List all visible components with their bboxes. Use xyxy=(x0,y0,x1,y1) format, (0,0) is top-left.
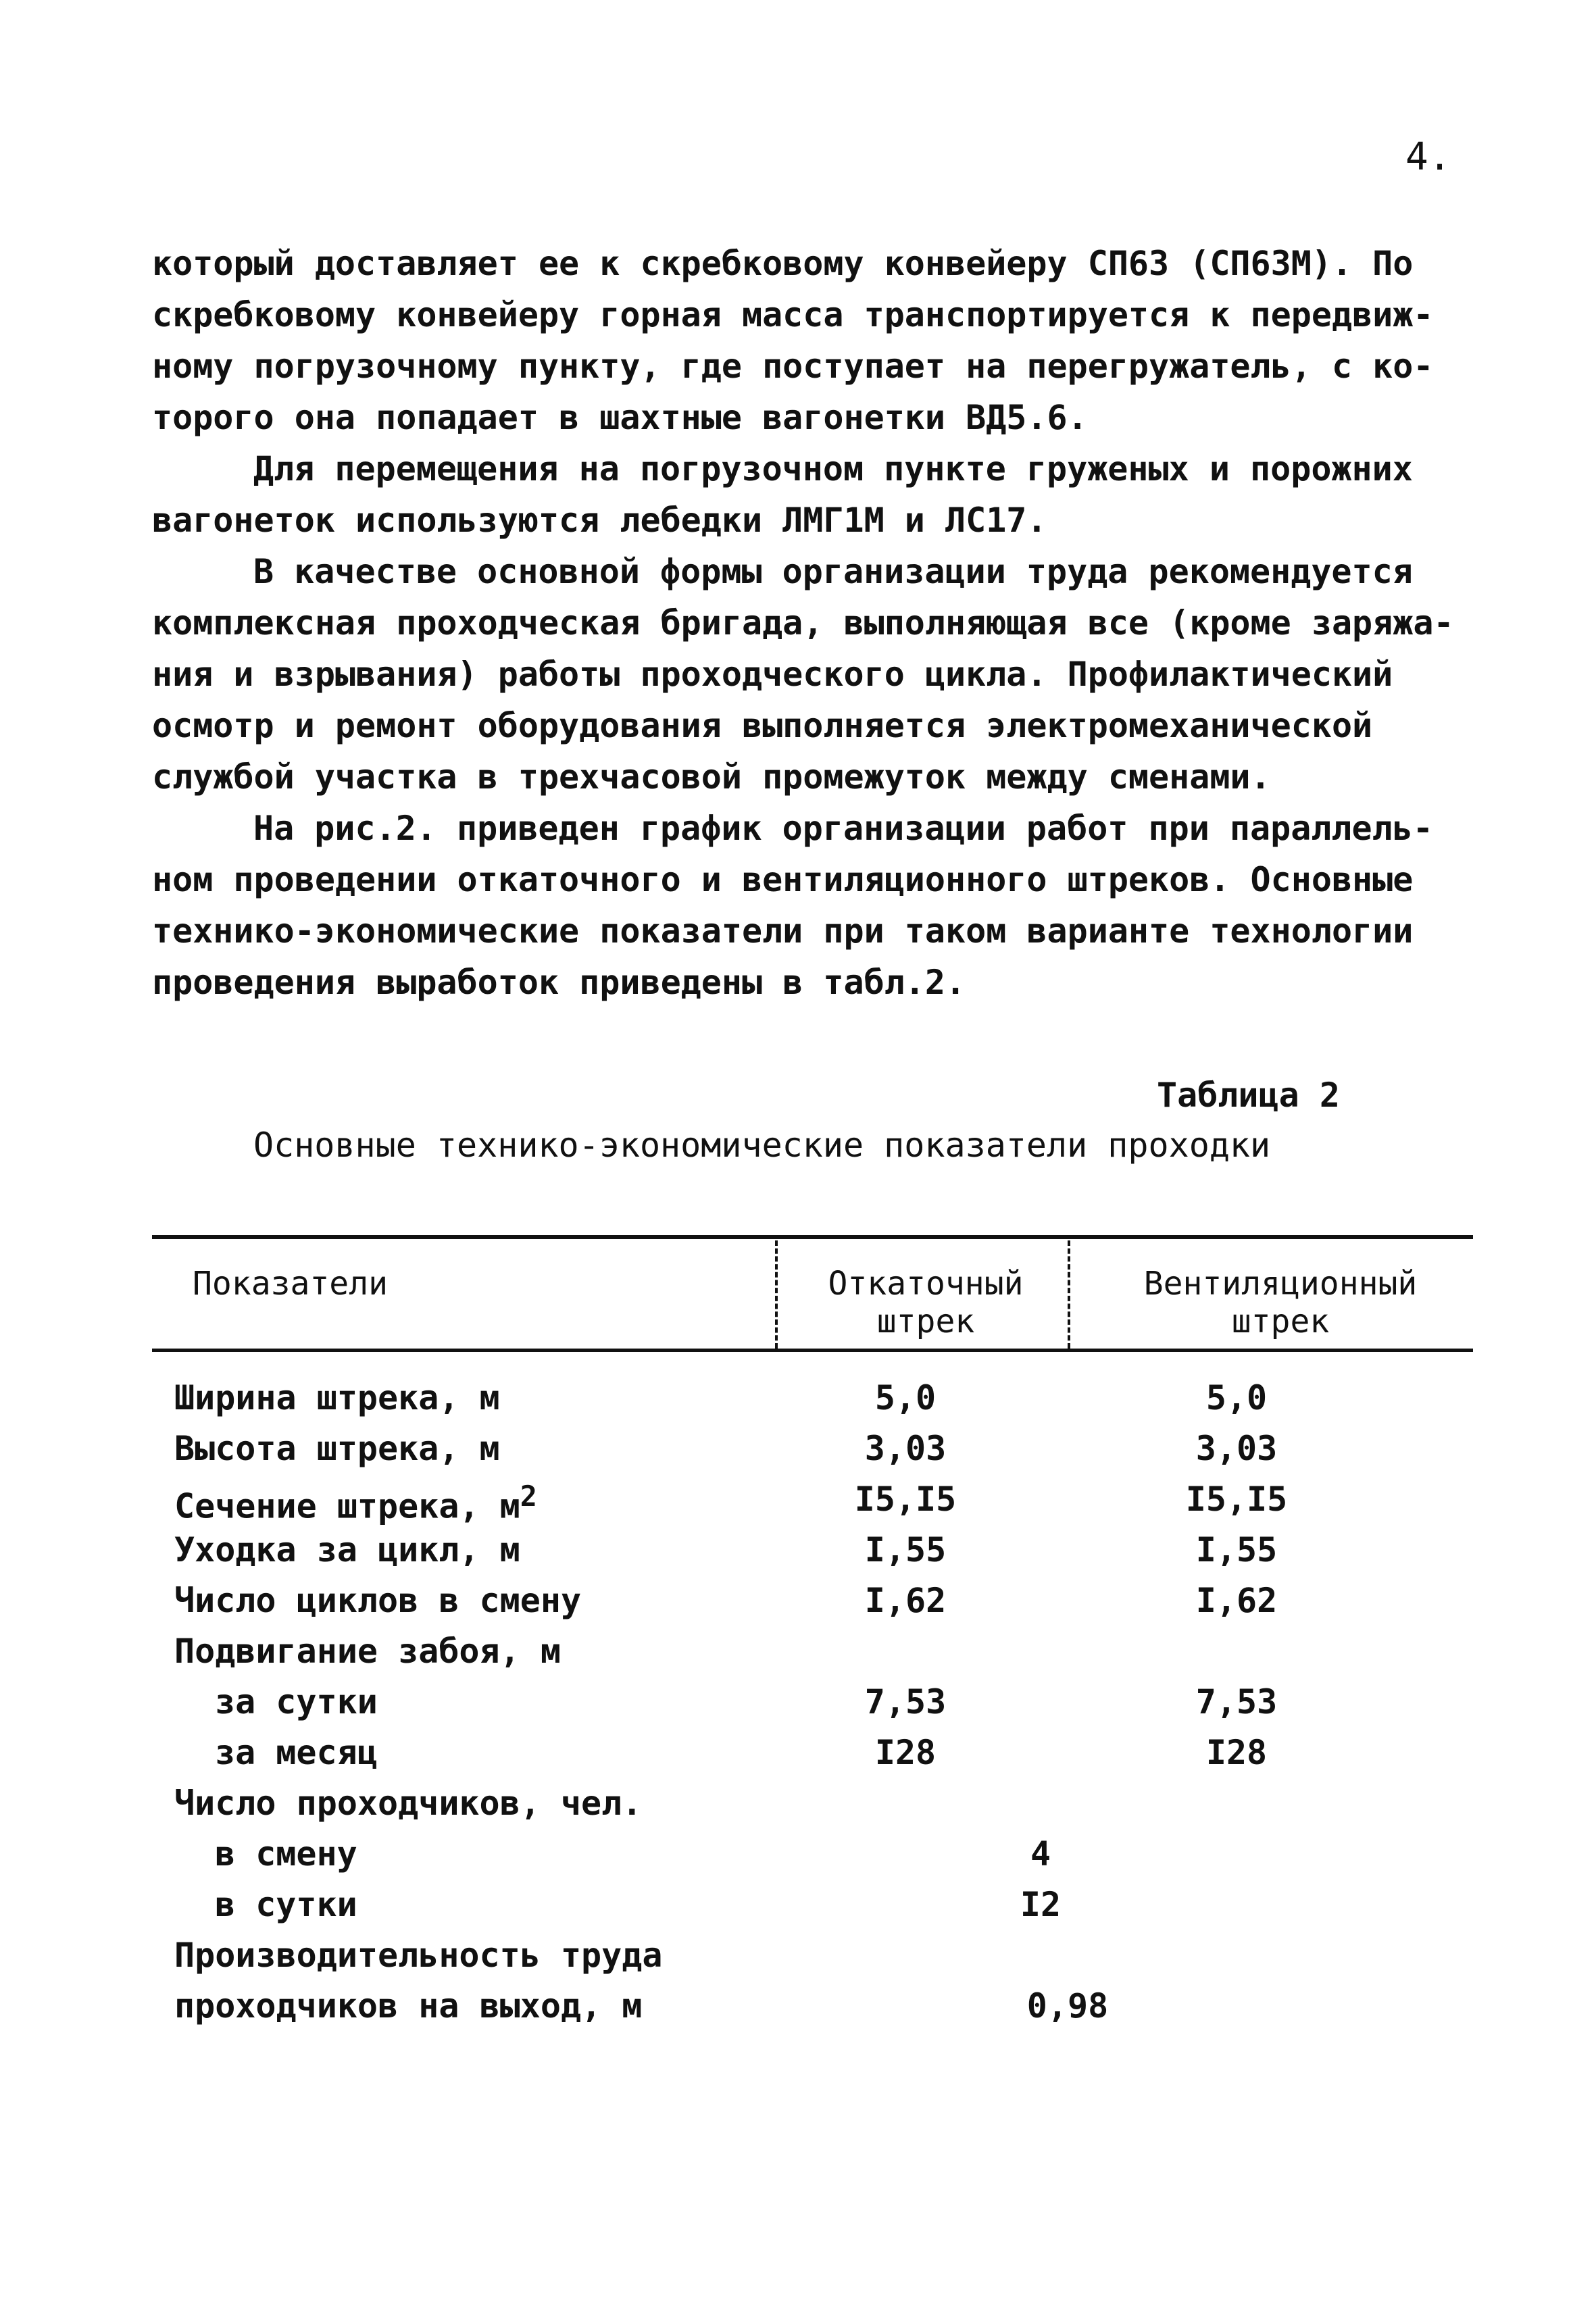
header-text: штрек xyxy=(1231,1303,1330,1340)
table-row xyxy=(0,1834,1596,1885)
text-line: вагонеток используются лебедки ЛМГ1М и ЛС17. xyxy=(152,501,1047,540)
text-line: Для перемещения на погрузочном пункте груженых и порожних xyxy=(253,449,1413,488)
table-row xyxy=(0,1885,1596,1936)
text-line: службой участка в трехчасовой промежуток между сменами. xyxy=(152,757,1271,797)
header-ventilation-drift xyxy=(1081,1265,1480,1340)
row-label: за месяц xyxy=(215,1733,378,1772)
table-row xyxy=(0,1530,1596,1581)
row-label: Производительность труда xyxy=(174,1936,663,1975)
row-label: Уходка за цикл, м xyxy=(174,1530,520,1569)
shared-value: I2 xyxy=(1020,1885,1062,1924)
text-line: торого она попадает в шахтные вагонетки ВД5.6. xyxy=(152,398,1088,437)
row-label-text: Сечение штрека, м xyxy=(174,1486,520,1526)
haulage-value: I,55 xyxy=(864,1530,947,1569)
row-label xyxy=(174,1480,537,1526)
paragraph-2 xyxy=(152,443,1463,546)
table-row xyxy=(0,1480,1596,1530)
text-line: осмотр и ремонт оборудования выполняется электромеханической xyxy=(152,706,1373,745)
text-line: ния и взрывания) работы проходческого цикла. Профилактический xyxy=(152,655,1393,694)
table-row xyxy=(0,1632,1596,1682)
text-line: ному погрузочному пункту, где поступает на перегружатель, с ко- xyxy=(152,347,1434,386)
shared-value: 4 xyxy=(1030,1834,1051,1873)
table-title: Основные технико-экономические показатели проходки xyxy=(253,1126,1271,1165)
row-label: в смену xyxy=(215,1834,357,1873)
table-body xyxy=(0,1378,1596,2037)
row-label: Число циклов в смену xyxy=(174,1581,582,1620)
superscript: 2 xyxy=(520,1480,537,1513)
text-line: проведения выработок приведены в табл.2. xyxy=(152,963,966,1002)
row-label: проходчиков на выход, м xyxy=(174,1986,643,2026)
text-line: ном проведении откаточного и вентиляционного штреков. Основные xyxy=(152,860,1414,899)
header-text: Откаточный xyxy=(828,1265,1024,1303)
haulage-value: 7,53 xyxy=(864,1682,947,1721)
paragraph-4 xyxy=(152,803,1463,1008)
header-haulage-drift xyxy=(784,1265,1068,1340)
text-line: скребковому конвейеру горная масса транспортируется к передвиж- xyxy=(152,295,1434,334)
table-row xyxy=(0,1986,1596,2037)
shared-value: 0,98 xyxy=(1026,1986,1109,2026)
haulage-value: I28 xyxy=(874,1733,937,1772)
text-line: На рис.2. приведен график организации работ при параллель- xyxy=(253,809,1433,848)
haulage-value: 5,0 xyxy=(874,1378,937,1417)
column-separator xyxy=(775,1240,778,1349)
column-separator xyxy=(1068,1240,1070,1349)
header-text: Вентиляционный xyxy=(1143,1265,1418,1303)
paragraph-3 xyxy=(152,546,1463,803)
body-text xyxy=(152,238,1463,1008)
ventilation-value: I,55 xyxy=(1195,1530,1278,1569)
ventilation-value: I28 xyxy=(1205,1733,1268,1772)
row-label: Подвигание забоя, м xyxy=(174,1632,561,1671)
row-label: Высота штрека, м xyxy=(174,1429,500,1468)
haulage-value: I5,I5 xyxy=(854,1480,957,1519)
table-row xyxy=(0,1429,1596,1480)
ventilation-value: 5,0 xyxy=(1205,1378,1268,1417)
table-label: Таблица 2 xyxy=(1157,1076,1340,1115)
ventilation-value: I,62 xyxy=(1195,1581,1278,1620)
paragraph-1 xyxy=(152,238,1463,443)
text-line: технико-экономические показатели при таком варианте технологии xyxy=(152,911,1414,951)
table-row xyxy=(0,1581,1596,1632)
row-label: в сутки xyxy=(215,1885,357,1924)
table-row xyxy=(0,1936,1596,1986)
table-header-rule xyxy=(152,1349,1473,1352)
text-line: комплексная проходческая бригада, выполняющая все (кроме заряжа- xyxy=(152,603,1454,643)
table-row xyxy=(0,1784,1596,1834)
ventilation-value: 7,53 xyxy=(1195,1682,1278,1721)
text-line: который доставляет ее к скребковому конвейеру СП63 (СП63М). По xyxy=(152,244,1414,283)
header-text: штрек xyxy=(876,1303,975,1340)
row-label: Число проходчиков, чел. xyxy=(174,1784,643,1823)
ventilation-value: 3,03 xyxy=(1195,1429,1278,1468)
ventilation-value: I5,I5 xyxy=(1185,1480,1288,1519)
row-label: Ширина штрека, м xyxy=(174,1378,500,1417)
haulage-value: 3,03 xyxy=(864,1429,947,1468)
table-row xyxy=(0,1733,1596,1784)
text-line: В качестве основной формы организации труда рекомендуется xyxy=(253,552,1413,591)
row-label: за сутки xyxy=(215,1682,378,1721)
table-top-rule xyxy=(152,1235,1473,1239)
table-row xyxy=(0,1682,1596,1733)
header-indicators: Показатели xyxy=(193,1265,388,1303)
haulage-value: I,62 xyxy=(864,1581,947,1620)
table-row xyxy=(0,1378,1596,1429)
page-number: 4. xyxy=(1405,135,1451,179)
